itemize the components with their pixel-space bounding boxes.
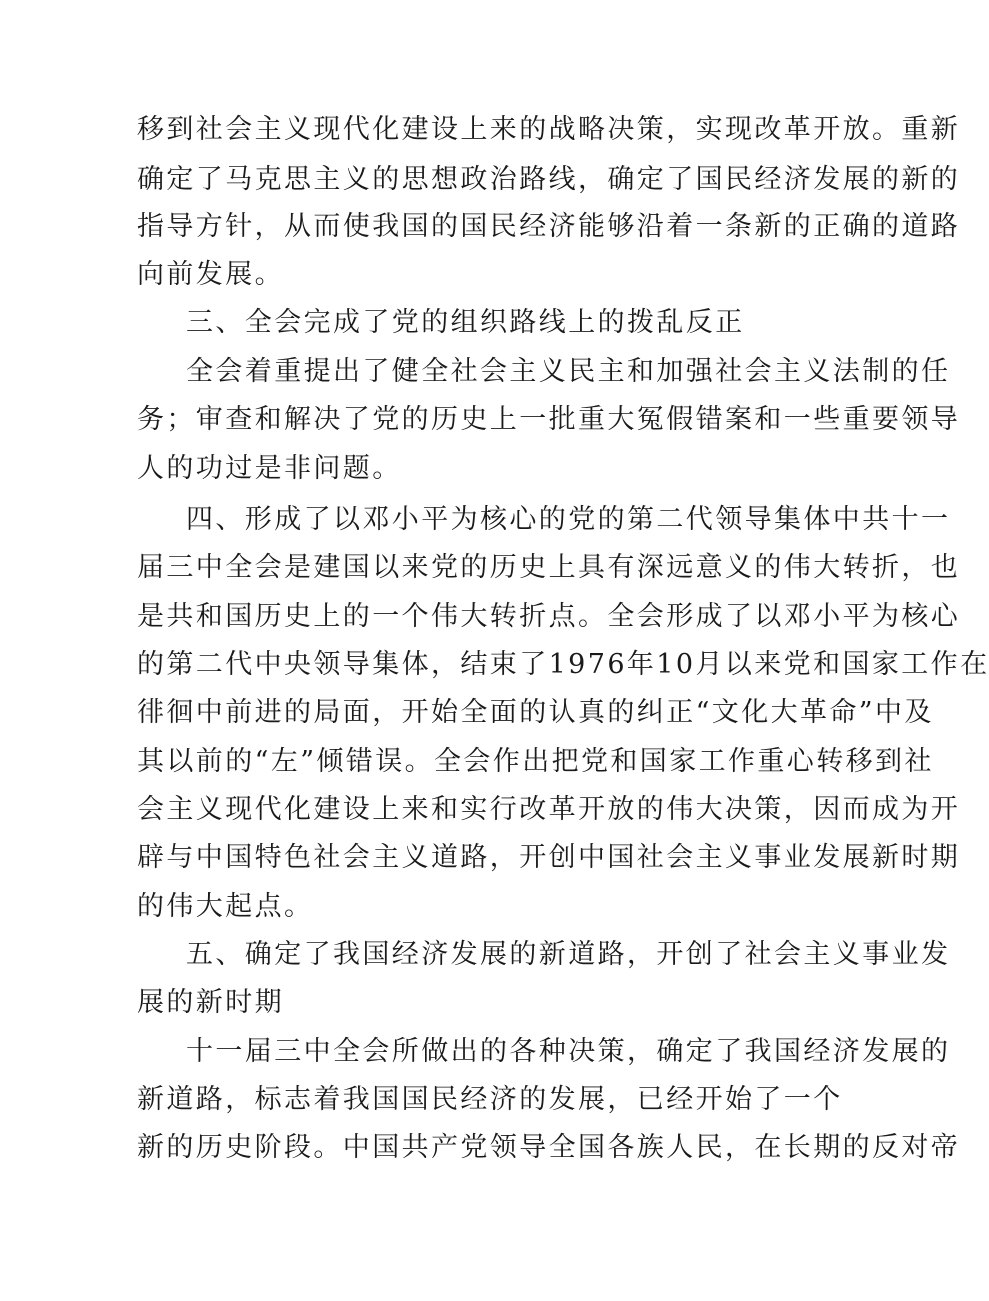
paragraph-line: 徘徊中前进的局面，开始全面的认真的纠正“文化大革命”中及 — [137, 697, 934, 728]
paragraph-line: 会主义现代化建设上来和实行改革开放的伟大决策，因而成为开 — [137, 794, 961, 825]
paragraph-line: 人的功过是非问题。 — [137, 453, 402, 484]
paragraph-line: 辟与中国特色社会主义道路，开创中国社会主义事业发展新时期 — [137, 842, 961, 873]
paragraph-line: 其以前的“左”倾错误。全会作出把党和国家工作重心转移到社 — [137, 746, 934, 777]
paragraph-line: 新的历史阶段。中国共产党领导全国各族人民，在长期的反对帝 — [137, 1132, 961, 1163]
paragraph-line: 十一届三中全会所做出的各种决策，确定了我国经济发展的 — [186, 1036, 951, 1067]
paragraph-line: 届三中全会是建国以来党的历史上具有深远意义的伟大转折，也 — [137, 552, 961, 583]
paragraph-line: 全会着重提出了健全社会主义民主和加强社会主义法制的任 — [186, 356, 951, 387]
section-heading: 三、全会完成了党的组织路线上的拨乱反正 — [186, 307, 745, 338]
paragraph-line: 向前发展。 — [137, 259, 284, 290]
paragraph-line: 的伟大起点。 — [137, 891, 314, 922]
paragraph-line: 务；审查和解决了党的历史上一批重大冤假错案和一些重要领导 — [137, 404, 961, 435]
paragraph-line: 新道路，标志着我国国民经济的发展，已经开始了一个 — [137, 1084, 843, 1115]
paragraph-line: 指导方针，从而使我国的国民经济能够沿着一条新的正确的道路 — [137, 211, 961, 242]
paragraph-line: 移到社会主义现代化建设上来的战略决策，实现改革开放。重新 — [137, 114, 961, 145]
paragraph-line: 的第二代中央领导集体，结束了1976年10月以来党和国家工作在 — [137, 649, 989, 680]
paragraph-line: 确定了马克思主义的思想政治路线，确定了国民经济发展的新的 — [137, 164, 961, 195]
section-heading: 五、确定了我国经济发展的新道路，开创了社会主义事业发 — [186, 939, 951, 970]
section-heading-continued: 展的新时期 — [137, 987, 284, 1018]
section-heading: 四、形成了以邓小平为核心的党的第二代领导集体中共十一 — [186, 504, 951, 535]
paragraph-line: 是共和国历史上的一个伟大转折点。全会形成了以邓小平为核心 — [137, 601, 961, 632]
